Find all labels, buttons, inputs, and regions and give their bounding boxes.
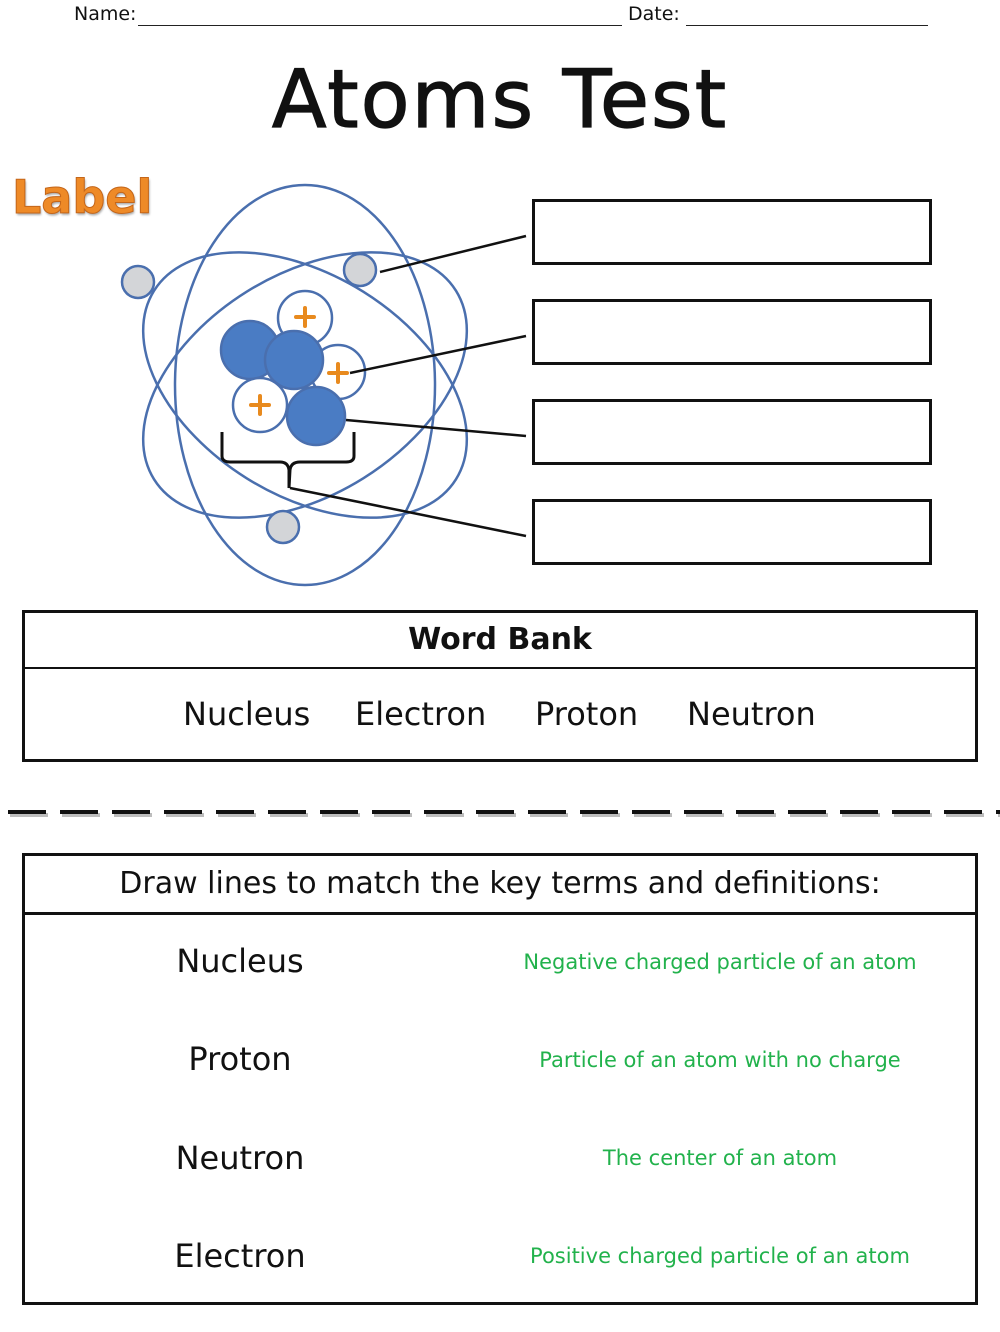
pointer-line (346, 420, 526, 436)
answer-box-electron[interactable] (532, 199, 932, 265)
date-label: Date: (628, 3, 680, 25)
definition-item[interactable]: Negative charged particle of an atom (523, 950, 917, 974)
word-bank-item[interactable]: Proton (535, 695, 639, 733)
date-field[interactable] (628, 2, 928, 28)
label-heading: Label (12, 170, 153, 224)
page-title: Atoms Test (271, 53, 729, 146)
name-field[interactable] (74, 2, 622, 28)
word-bank-item[interactable]: Nucleus (183, 695, 311, 733)
word-bank-title: Word Bank (25, 613, 975, 669)
cut-dashed-line (0, 806, 1000, 820)
definition-item[interactable]: The center of an atom (602, 1146, 838, 1170)
nucleus-brace (222, 432, 354, 488)
term-proton[interactable]: Proton (188, 1040, 292, 1078)
name-blank-line (138, 25, 622, 26)
electron-circle (267, 511, 299, 543)
pointer-line (350, 336, 526, 373)
electron-circle (122, 266, 154, 298)
date-blank-line (686, 25, 928, 26)
neutron-circle (287, 387, 345, 445)
term-electron[interactable]: Electron (174, 1237, 306, 1275)
term-neutron[interactable]: Neutron (175, 1139, 305, 1177)
electron-circle (344, 254, 376, 286)
word-bank-item[interactable]: Neutron (687, 695, 816, 733)
word-bank (22, 610, 978, 762)
definition-item[interactable]: Positive charged particle of an atom (530, 1244, 910, 1268)
term-nucleus[interactable]: Nucleus (176, 942, 304, 980)
word-bank-item[interactable]: Electron (355, 695, 487, 733)
definition-item[interactable]: Particle of an atom with no charge (539, 1048, 901, 1072)
answer-box-proton[interactable] (532, 299, 932, 365)
name-label: Name: (74, 3, 137, 25)
matching-instructions: Draw lines to match the key terms and definitions: (25, 856, 975, 915)
word-bank-words (25, 669, 975, 761)
answer-box-nucleus[interactable] (532, 499, 932, 565)
answer-box-neutron[interactable] (532, 399, 932, 465)
matching-section (22, 853, 978, 1305)
atom-diagram (0, 160, 540, 600)
